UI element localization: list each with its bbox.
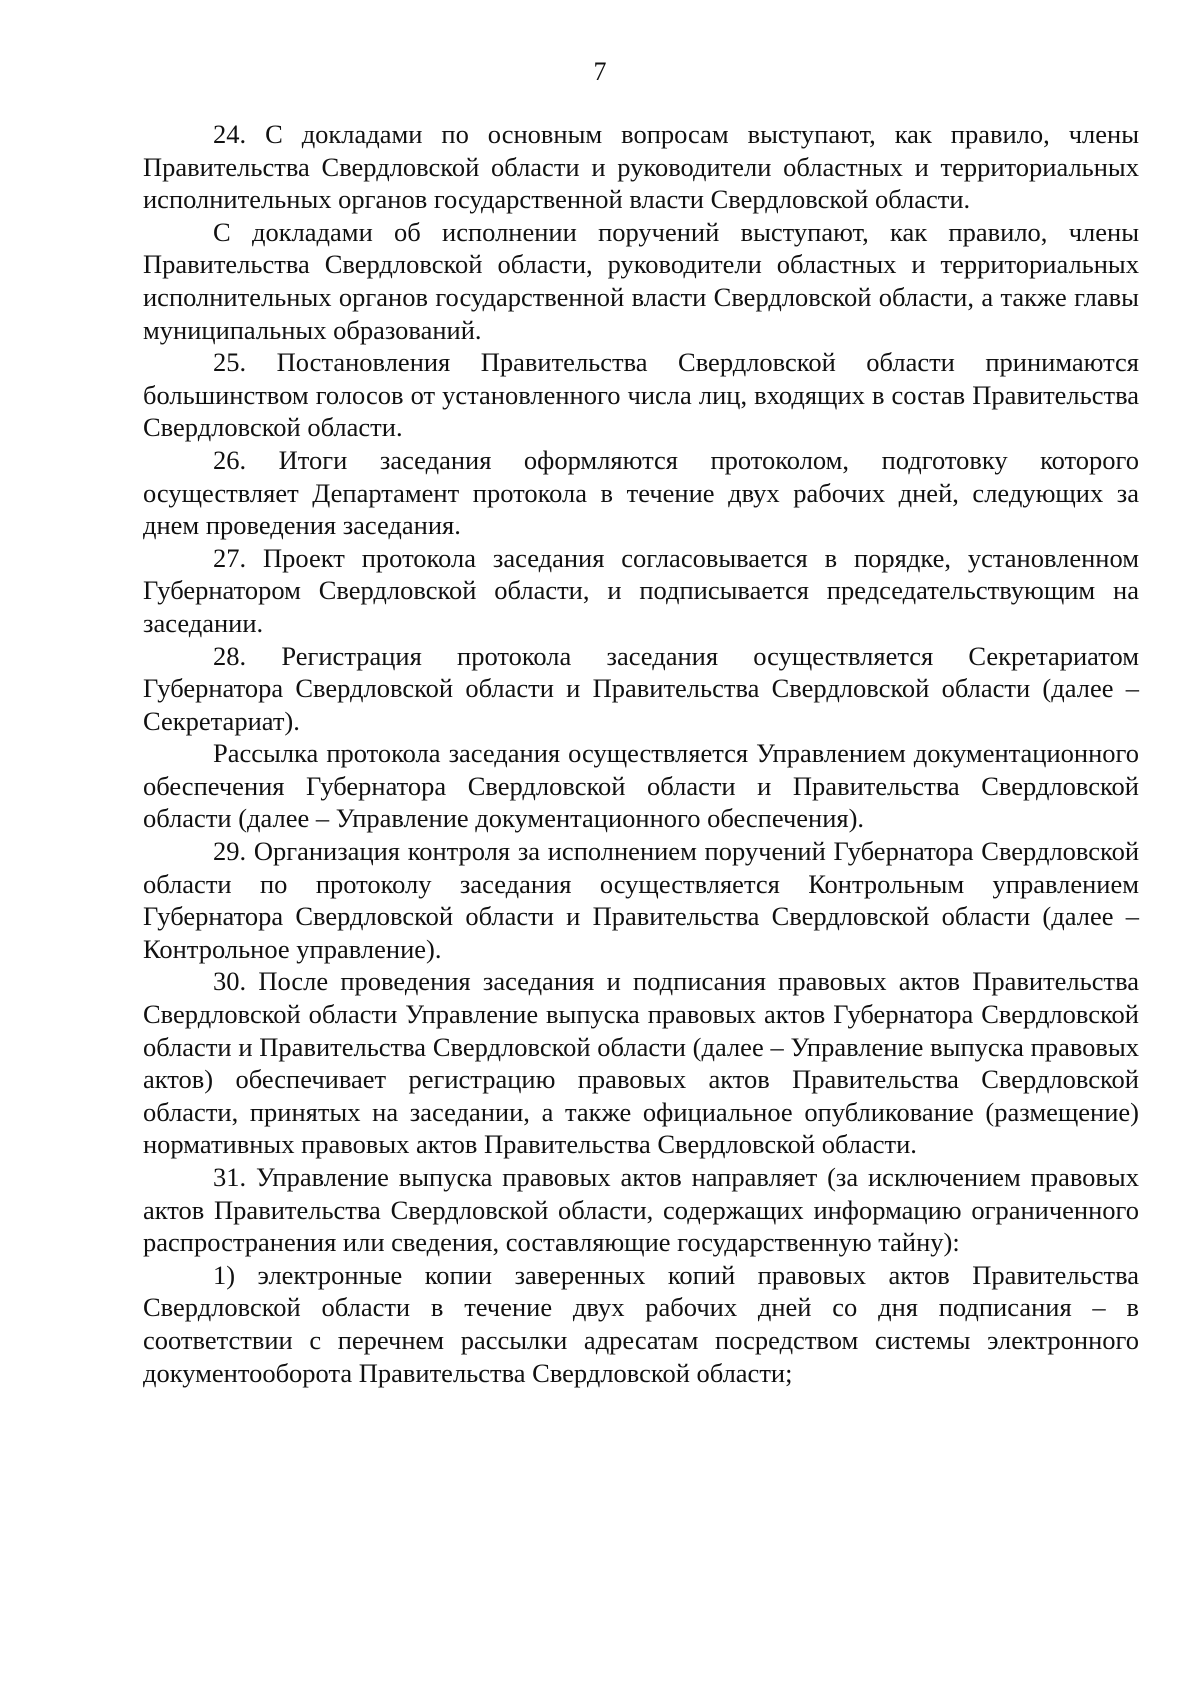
paragraph-24-reports: С докладами об исполнении поручений выступают, как правило, члены Правительства Свердловской области, руководители областных и территориальных исполнительных органов государственной власти Свердловской области, а также главы муниципальных образований.: [143, 216, 1139, 345]
paragraph-31-item-1: 1) электронные копии заверенных копий правовых актов Правительства Свердловской области в течение двух рабочих дней со дня подписания – в соответствии с перечнем рассылки адресатам посредством системы электронного документооборота Правительства Свердловской области;: [143, 1259, 1139, 1388]
paragraph-24: 24. С докладами по основным вопросам выступают, как правило, члены Правительства Свердловской области и руководители областных и территориальных исполнительных органов государственной власти Свердловской области.: [143, 119, 1139, 215]
document-body: [143, 118, 1139, 1389]
paragraph-26: 26. Итоги заседания оформляются протоколом, подготовку которого осуществляет Департамент протокола в течение двух рабочих дней, следующих за днем проведения заседания.: [143, 444, 1139, 541]
paragraph-27: 27. Проект протокола заседания согласовывается в порядке, установленном Губернатором Свердловской области, и подписывается председательствующим на заседании.: [143, 542, 1139, 638]
paragraph-31: 31. Управление выпуска правовых актов направляет (за исключением правовых актов Правительства Свердловской области, содержащих информацию ограниченного распространения или сведения, составляющие государственную тайну):: [143, 1162, 1139, 1258]
paragraph-29: 29. Организация контроля за исполнением поручений Губернатора Свердловской области по протоколу заседания осуществляется Контрольным управлением Губернатора Свердловской области и Правительства Свердловской области (далее – Контрольное управление).: [143, 836, 1139, 964]
paragraph-28: 28. Регистрация протокола заседания осуществляется Секретариатом Губернатора Свердловской области и Правительства Свердловской области (далее – Секретариат).: [143, 640, 1139, 736]
page-number: 7: [593, 57, 607, 86]
paragraph-30: 30. После проведения заседания и подписания правовых актов Правительства Свердловской области Управление выпуска правовых актов Губернатора Свердловской области и Правительства Свердловской области (далее – Управление выпуска правовых актов) обеспечивает регистрацию правовых актов Правительства Свердловской области, принятых на заседании, а также официальное опубликование (размещение) нормативных правовых актов Правительства Свердловской области.: [143, 966, 1139, 1160]
paragraph-28-distribution: Рассылка протокола заседания осуществляется Управлением документационного обеспечения Губернатора Свердловской области и Правительства Свердловской области (далее – Управление документационного обеспечения).: [143, 738, 1139, 834]
paragraph-25: 25. Постановления Правительства Свердловской области принимаются большинством голосов от установленного числа лиц, входящих в состав Правительства Свердловской области.: [143, 347, 1139, 443]
